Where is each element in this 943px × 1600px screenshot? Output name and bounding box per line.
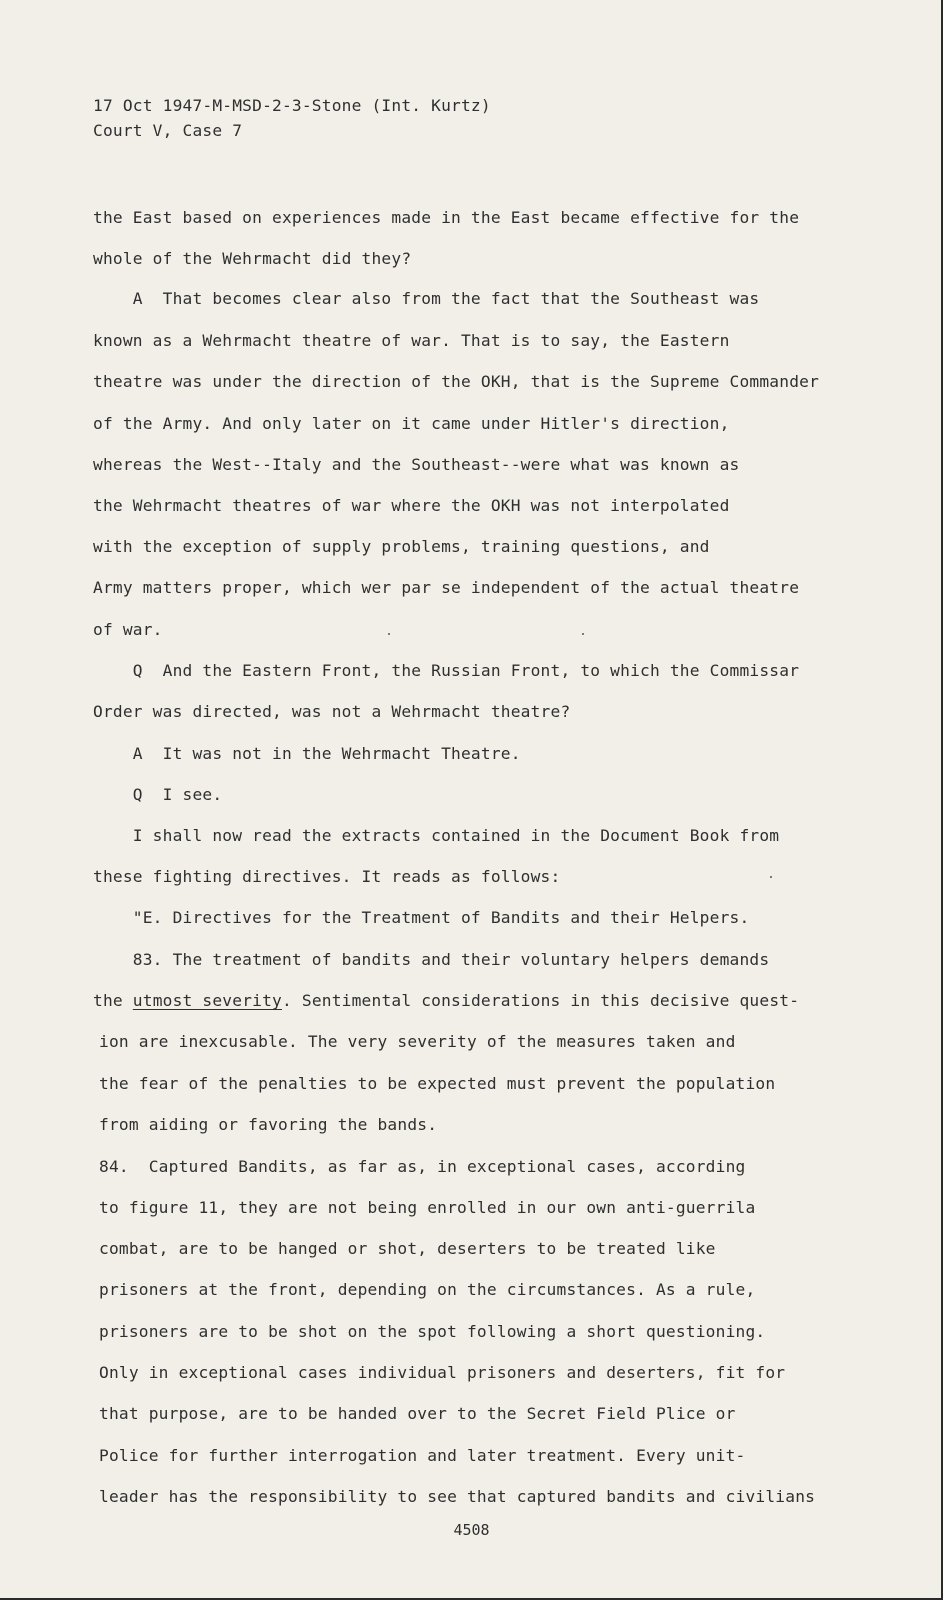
- text-line: [93, 331, 730, 350]
- ink-speck: [388, 633, 390, 635]
- text-line-content: known as a Wehrmacht theatre of war. That is to say, the Eastern: [93, 331, 730, 350]
- text-line: [99, 1198, 755, 1217]
- text-line: [99, 1157, 745, 1176]
- text-line: [93, 496, 730, 515]
- text-line-content: whole of the Wehrmacht did they?: [93, 249, 412, 268]
- text-line-content: prisoners are to be shot on the spot following a short questioning.: [99, 1322, 766, 1341]
- text-line-content: combat, are to be hanged or shot, deserters to be treated like: [99, 1239, 716, 1258]
- text-line: [93, 744, 521, 763]
- text-line: [93, 372, 819, 391]
- text-line-content: prisoners at the front, depending on the circumstances. As a rule,: [99, 1280, 756, 1299]
- text-line-content: Army matters proper, which wer par se independent of the actual theatre: [93, 578, 800, 597]
- text-line: [93, 455, 739, 474]
- text-line-content: leader has the responsibility to see that captured bandits and civilians: [99, 1487, 816, 1506]
- text-line-content: 83. The treatment of bandits and their voluntary helpers demands: [93, 950, 770, 969]
- text-line-content: I shall now read the extracts contained in the Document Book from: [93, 826, 780, 845]
- text-line-content: A That becomes clear also from the fact that the Southeast was: [93, 289, 760, 308]
- text-line: [93, 991, 799, 1010]
- text-line: [99, 1322, 765, 1341]
- text-line-content: the fear of the penalties to be expected must prevent the population: [99, 1074, 776, 1093]
- text-line-content: Q I see.: [93, 785, 223, 804]
- text-line: [99, 1115, 437, 1134]
- text-line-content: Q And the Eastern Front, the Russian Front, to which the Commissar: [93, 661, 800, 680]
- text-line: [99, 1446, 745, 1465]
- text-line-content: Police for further interrogation and later treatment. Every unit-: [99, 1446, 746, 1465]
- text-line: [93, 414, 730, 433]
- ink-speck: [770, 876, 772, 878]
- text-line-content: to figure 11, they are not being enrolled in our own anti-guerrila: [99, 1198, 756, 1217]
- text-line: [99, 1487, 815, 1506]
- text-line-content: Only in exceptional cases individual prisoners and deserters, fit for: [99, 1363, 786, 1382]
- text-line: [99, 1280, 755, 1299]
- text-line: [93, 702, 570, 721]
- text-line: [93, 620, 163, 639]
- text-line-content: A It was not in the Wehrmacht Theatre.: [93, 744, 521, 763]
- text-line: [93, 537, 710, 556]
- text-line: [93, 578, 799, 597]
- document-header: [93, 93, 491, 143]
- text-line: [93, 950, 769, 969]
- text-line: [93, 661, 799, 680]
- text-line: [93, 867, 560, 886]
- text-line: [93, 908, 749, 927]
- text-line-continuation: . Sentimental considerations in this decisive quest-: [281, 991, 800, 1010]
- text-line-content: that purpose, are to be handed over to the Secret Field Plice or: [99, 1404, 736, 1423]
- header-reference: 17 Oct 1947-M-MSD-2-3-Stone (Int. Kurtz): [93, 96, 491, 115]
- text-line-content: of war.: [93, 620, 163, 639]
- text-line: [93, 249, 411, 268]
- text-line: [93, 289, 759, 308]
- text-line: [99, 1032, 736, 1051]
- text-line: [93, 826, 779, 845]
- text-line-content: with the exception of supply problems, training questions, and: [93, 537, 710, 556]
- text-line-content: 84. Captured Bandits, as far as, in exceptional cases, according: [99, 1157, 746, 1176]
- text-line-content: from aiding or favoring the bands.: [99, 1115, 438, 1134]
- page-number: 4508: [453, 1521, 490, 1539]
- text-line: [99, 1363, 785, 1382]
- text-line-content: the Wehrmacht theatres of war where the OKH was not interpolated: [93, 496, 730, 515]
- text-line-content: these fighting directives. It reads as follows:: [93, 867, 561, 886]
- text-line: [99, 1239, 716, 1258]
- text-line-content: ion are inexcusable. The very severity of the measures taken and: [99, 1032, 736, 1051]
- text-line-content: of the Army. And only later on it came under Hitler's direction,: [93, 414, 730, 433]
- header-court-case: Court V, Case 7: [93, 121, 243, 140]
- text-line-content: the East based on experiences made in the East became effective for the: [93, 208, 800, 227]
- underlined-phrase: utmost severity: [132, 991, 282, 1010]
- text-line-content: "E. Directives for the Treatment of Bandits and their Helpers.: [93, 908, 750, 927]
- text-line-content: theatre was under the direction of the OKH, that is the Supreme Commander: [93, 372, 820, 391]
- text-line-content: whereas the West--Italy and the Southeast--were what was known as: [93, 455, 740, 474]
- ink-speck: [582, 633, 584, 635]
- text-line: [99, 1404, 736, 1423]
- text-line: [93, 785, 222, 804]
- text-line-content: Order was directed, was not a Wehrmacht theatre?: [93, 702, 571, 721]
- text-line-content: the: [93, 991, 133, 1010]
- text-line: [99, 1074, 775, 1093]
- text-line: [93, 208, 799, 227]
